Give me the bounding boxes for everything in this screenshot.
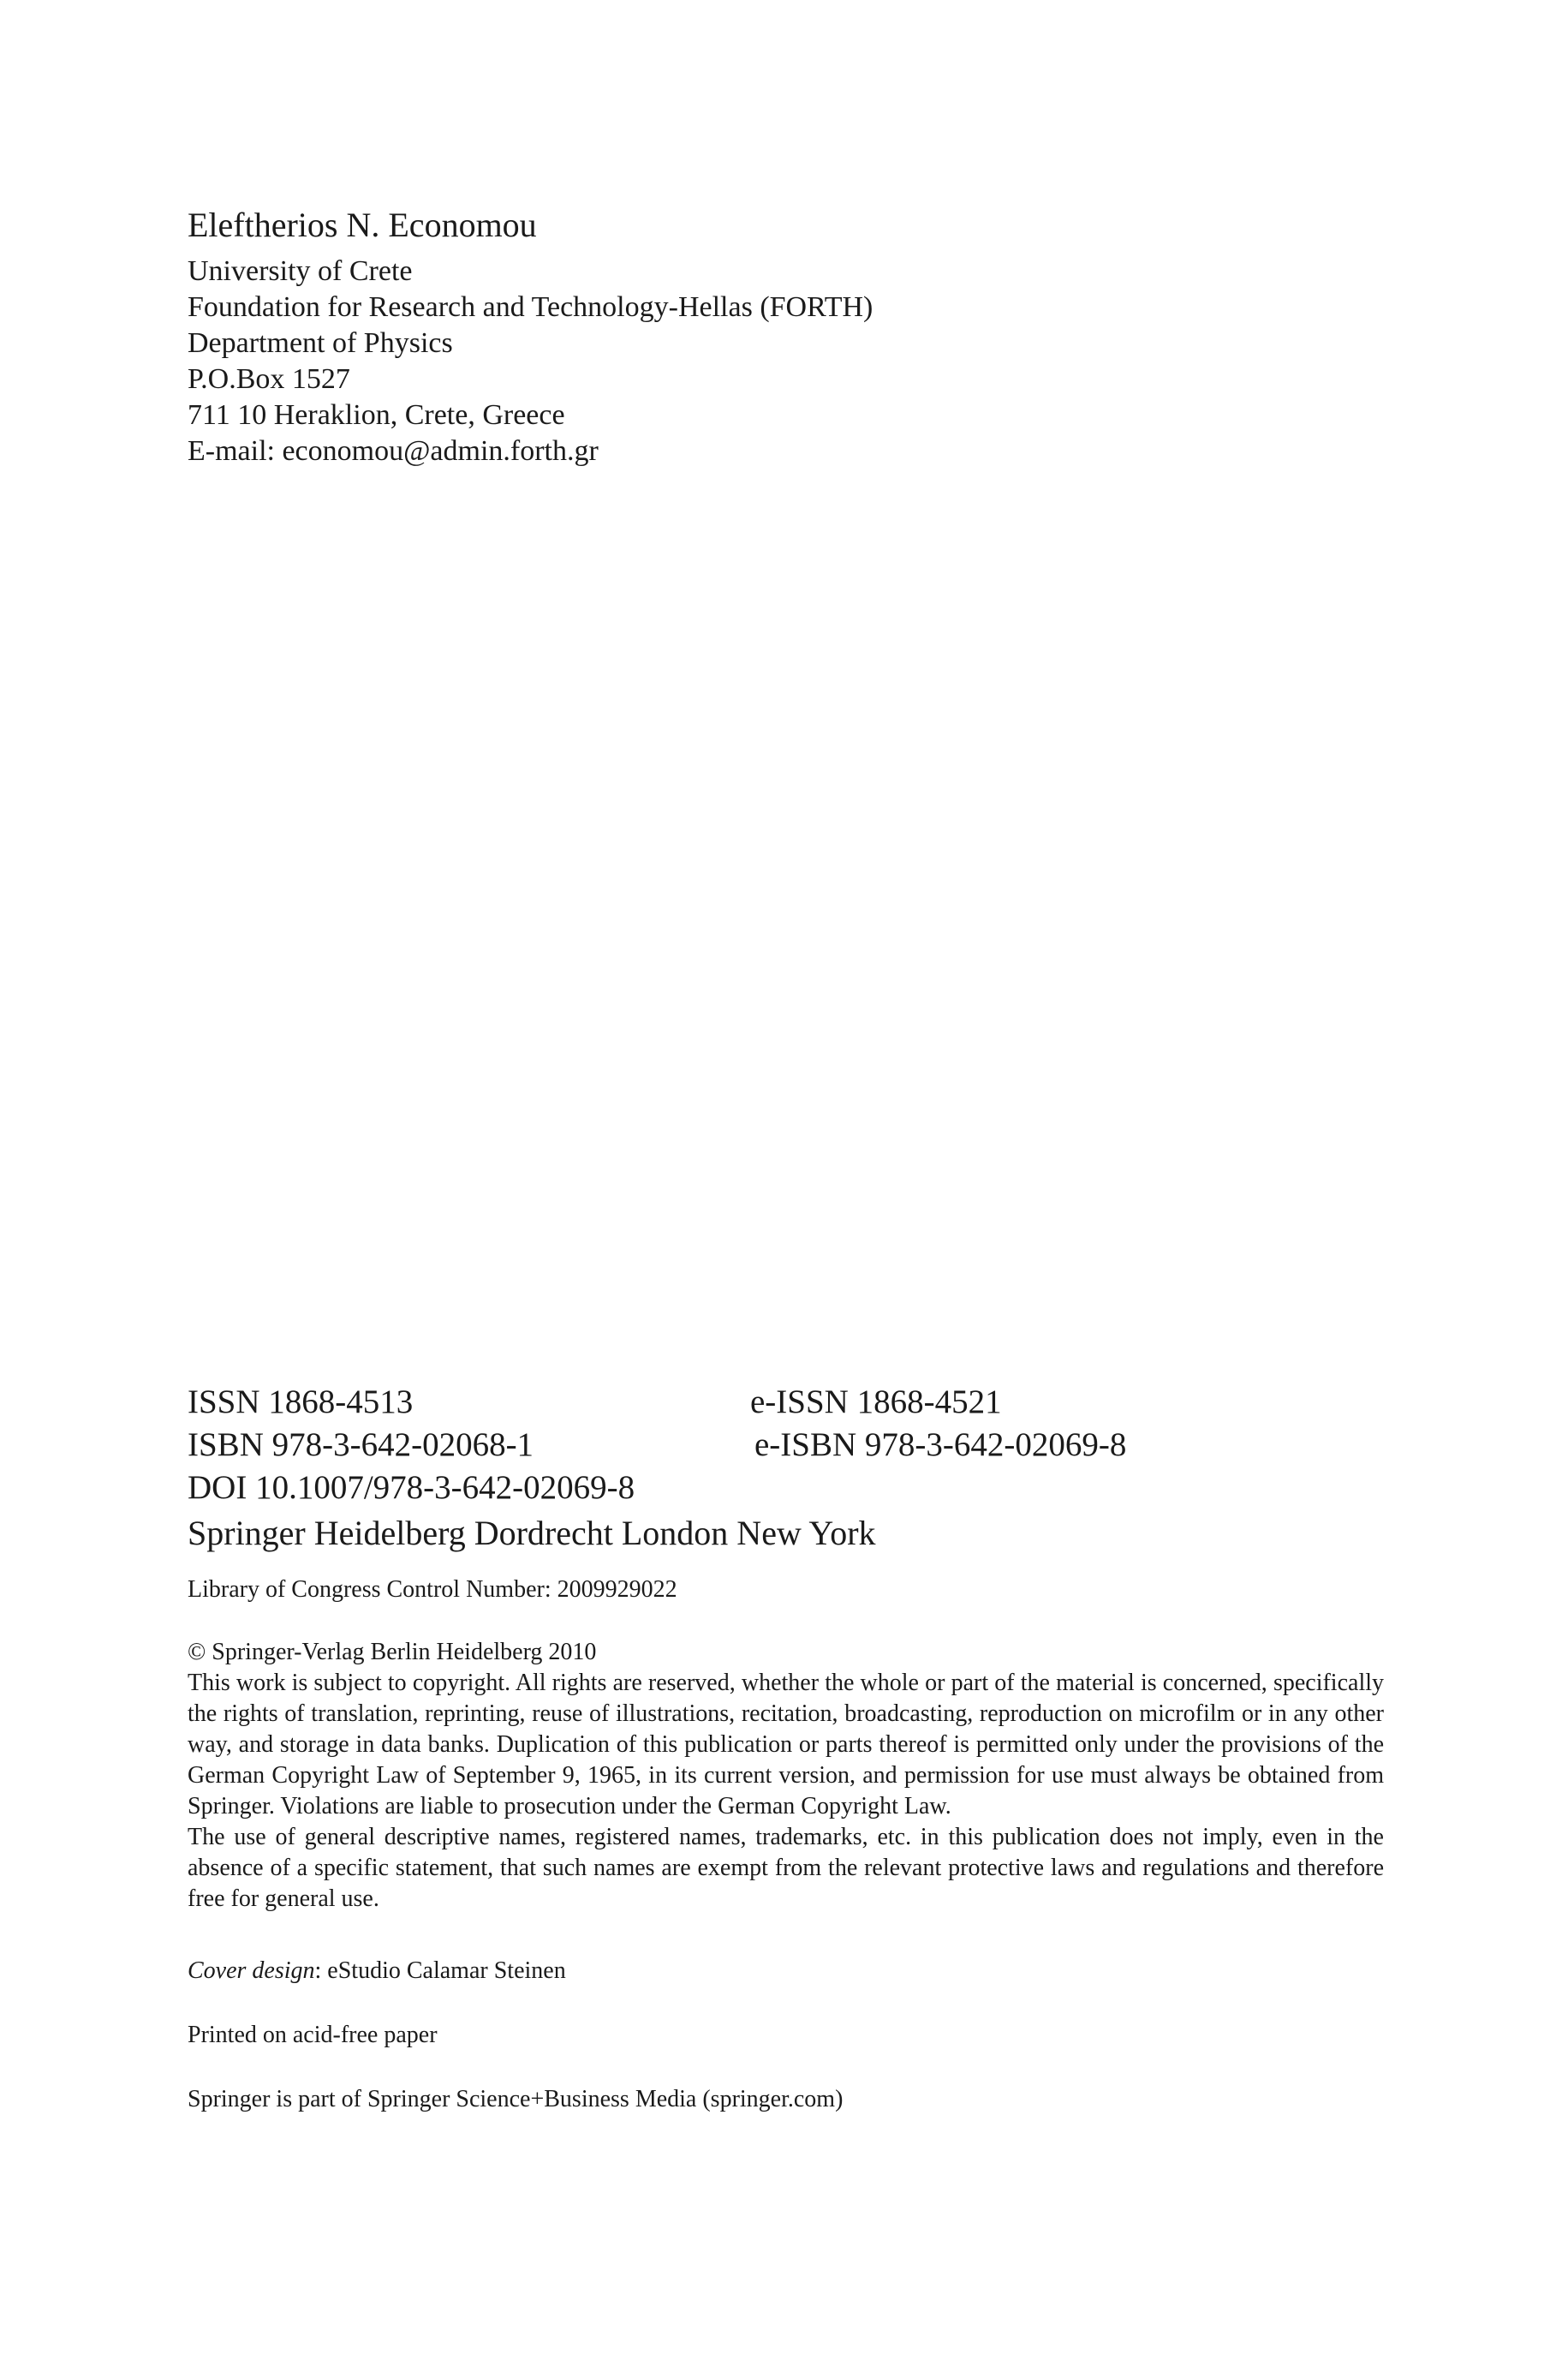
email-line: E-mail: economou@admin.forth.gr: [188, 435, 599, 467]
issn-row: [188, 1381, 1386, 1424]
cover-design-label: Cover design: [188, 1957, 315, 1984]
copyright-notice: [188, 1637, 1384, 1915]
printed-on-note: Printed on acid-free paper: [188, 2022, 438, 2048]
identifiers-block: [188, 1381, 1386, 1557]
copyright-line: © Springer-Verlag Berlin Heidelberg 2010: [188, 1639, 597, 1665]
issn: ISSN 1868-4513: [188, 1383, 414, 1420]
cover-design-credit: [188, 1956, 1384, 1987]
address-line: P.O.Box 1527: [188, 363, 350, 395]
address-line: Foundation for Research and Technology-Hellas (FORTH): [188, 291, 873, 323]
isbn-row: [188, 1424, 1386, 1467]
e-isbn: e-ISBN 978-3-642-02069-8: [754, 1426, 1127, 1463]
author-name: Eleftherios N. Economou: [188, 206, 537, 244]
publisher-locations: Springer Heidelberg Dordrecht London New York: [188, 1514, 876, 1552]
cover-design-value: : eStudio Calamar Steinen: [314, 1957, 566, 1984]
isbn: ISBN 978-3-642-02068-1: [188, 1426, 534, 1463]
address-line: Department of Physics: [188, 327, 453, 359]
address-line: University of Crete: [188, 255, 413, 287]
springer-part-note: Springer is part of Springer Science+Business Media (springer.com): [188, 2086, 844, 2112]
trademark-paragraph: The use of general descriptive names, registered names, trademarks, etc. in this publication does not imply, even in the absence of a specific statement, that such names are exempt from the relevant protective laws and regulations and therefore free for general use.: [188, 1824, 1384, 1912]
doi: DOI 10.1007/978-3-642-02069-8: [188, 1469, 635, 1506]
author-block: [188, 202, 1386, 469]
e-issn: e-ISSN 1868-4521: [750, 1383, 1002, 1420]
address-line: 711 10 Heraklion, Crete, Greece: [188, 399, 565, 431]
library-of-congress-number: Library of Congress Control Number: 2009929022: [188, 1576, 677, 1603]
copyright-paragraph: This work is subject to copyright. All rights are reserved, whether the whole or part of the material is concerned, specifically the rights of translation, reprinting, reuse of illustrations, recitation, broadcasting, reproduction on microfilm or in any other way, and storage in data banks. Duplication of this publication or parts thereof is permitted only under the provisions of the German Copyright Law of September 9, 1965, in its current version, and permission for use must always be obtained from Springer. Violations are liable to prosecution under the German Copyright Law.: [188, 1670, 1384, 1819]
